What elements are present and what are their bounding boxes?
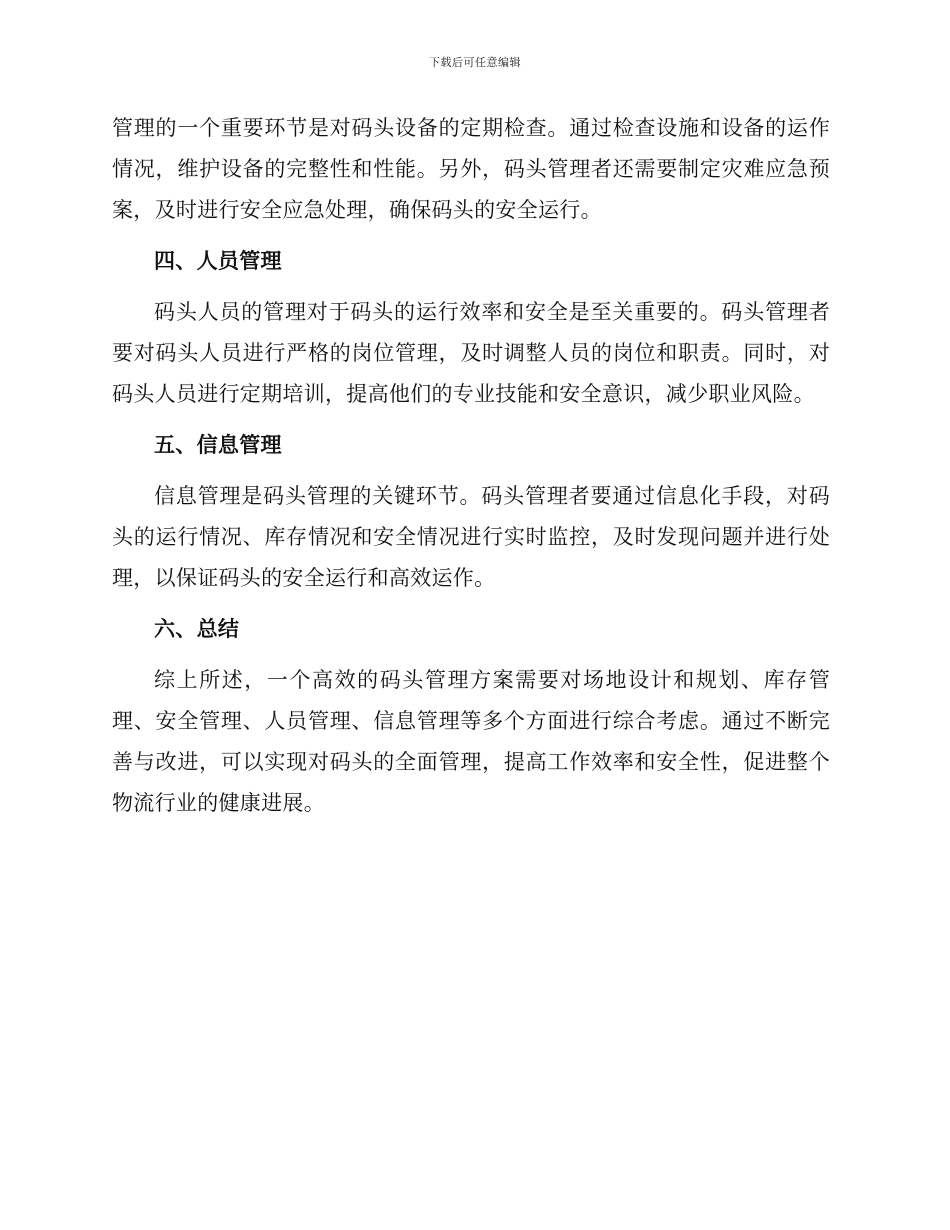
paragraph-personnel: 码头人员的管理对于码头的运行效率和安全是至关重要的。码头管理者要对码头人员进行严格的岗位管理，及时调整人员的岗位和职责。同时，对码头人员进行定期培训，提高他们的专业技能和安全意识，减少职业风险。 <box>112 300 830 406</box>
paragraph-summary: 综上所述，一个高效的码头管理方案需要对场地设计和规划、库存管理、安全管理、人员管理、信息管理等多个方面进行综合考虑。通过不断完善与改进，可以实现对码头的全面管理，提高工作效率和安全性，促进整个物流行业的健康进展。 <box>112 668 830 815</box>
section-heading-personnel: 四、人员管理 <box>154 249 282 273</box>
paragraph-continued: 管理的一个重要环节是对码头设备的定期检查。通过检查设施和设备的运作情况，维护设备的完整性和性能。另外，码头管理者还需要制定灾难应急预案，及时进行安全应急处理，确保码头的安全运行。 <box>112 116 830 222</box>
page-header-note: 下载后可任意编辑 <box>429 56 521 69</box>
document-body <box>112 108 830 824</box>
section-heading-summary: 六、总结 <box>154 617 240 641</box>
paragraph-information: 信息管理是码头管理的关键环节。码头管理者要通过信息化手段，对码头的运行情况、库存情况和安全情况进行实时监控，及时发现问题并进行处理，以保证码头的安全运行和高效运作。 <box>112 484 830 590</box>
section-heading-information: 五、信息管理 <box>154 433 282 457</box>
